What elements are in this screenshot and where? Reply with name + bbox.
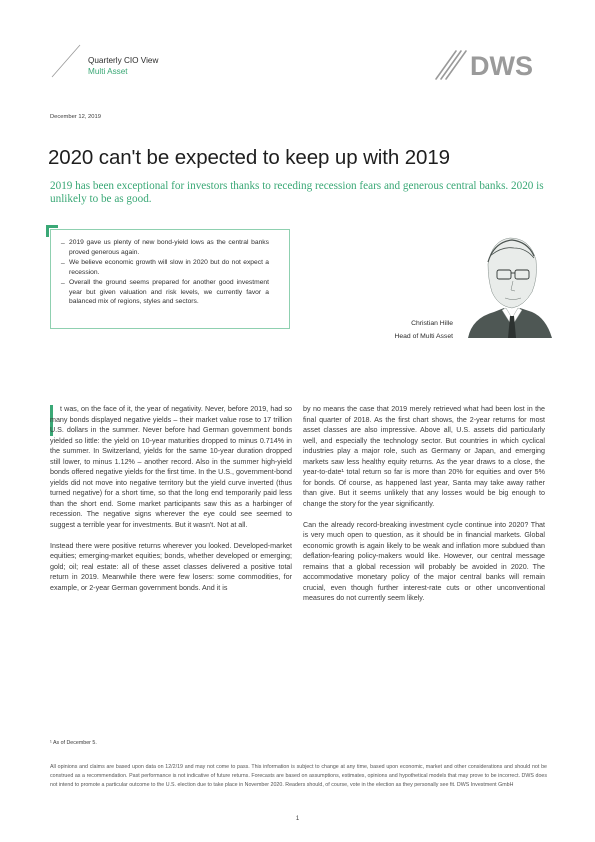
author-role: Head of Multi Asset (394, 333, 453, 340)
page-number: 1 (295, 816, 300, 822)
author-name: Christian Hille (411, 320, 453, 327)
page-title: 2020 can't be expected to keep up with 2019 (48, 146, 450, 169)
series-title: Quarterly CIO View (88, 56, 159, 65)
body-paragraph: Can the already record-breaking investment cycle continue into 2020? That is very much open to question, as it should be in financial markets. Global economic growth is again likely to be weak and inflation more subdued than deflation-fearing policy-makers would like. However, our central message remains that a global recession will probably be avoided in 2020. The accommodative monetary policy of the major central banks will remain crucial, even though further interest-rate cuts or other unconventional measures do not currently seem likely. (303, 520, 545, 602)
logo-text: DWS (470, 51, 533, 81)
footnote: ¹ As of December 5. (50, 740, 97, 746)
key-points-list (61, 238, 269, 307)
author-portrait (458, 226, 552, 338)
lead-paragraph: 2019 has been exceptional for investors thanks to receding recession fears and generous central banks. 2020 is unlikely to be as good. (50, 180, 544, 206)
body-paragraph: by no means the case that 2019 merely retrieved what had been lost in the final quarter of 2018. As the first chart shows, the 2-year returns for most asset classes are also impressive. Above all, U.S. assets did particularly well, and especially the technology sector. But countries in which cyclical industries play a major role, such as Germany or Japan, and emerging markets saw less healthy equity returns. As the year draws to a close, the year-to-date¹ total return so far is more than 20% for equities and over 5% for bonds. Of course, as happened last year, Santa may take away rather than give. But it seems unlikely that any losses would be big enough to change the story for the year significantly. (303, 405, 545, 508)
body-column-right (303, 404, 545, 614)
body-paragraph: t was, on the face of it, the year of negativity. Never, before 2019, had so many bonds displayed negative yields – their market value rose to 17 trillion U.S. dollars in the summer. Never before had German government bonds yielded so little: the yield on 10-year maturities dropped to minus 0.714% in the summer. In Switzerland, yields for the same 10-year duration dropped still lower, to minus 1.12% – another record. Also in the summer high-yield bonds offered negative yields for the first time. In the U.S., government-bond yields did not move into negative territory but the yield curve inverted (thus turned negative) for a short time, so that the long end temporarily paid less than the short end. Some market participants saw this as a harbinger of recession. The negative signs wherever the eye could see seemed to suggest a terrible year for investments. But it wasn't. Not at all. (50, 405, 292, 529)
key-point: _ We believe economic growth will slow in 2020 but do not expect a recession. (61, 258, 269, 278)
disclaimer: All opinions and claims are based upon data on 12/2/19 and may not come to pass. This information is subject to change at any time, based upon economic, market and other considerations and should not be construed as a recommendation. Past performance is not indicative of future returns. Forecasts are based on assumptions, estimates, opinions and hypothetical models that may prove to be incorrect. DWS does not intend to promote a particular outcome to the U.S. election due to take place in November 2020. Readers should, of course, vote in the election as they personally see fit. DWS Investment GmbH (50, 764, 547, 788)
body-paragraph: Instead there were positive returns wherever you looked. Developed-market equities; emerging-market equities; bonds, whether developed or emerging; gold; oil; real estate: all of these asset classes delivered a positive total return in 2019. Meanwhile there were few losers: some commodities, for example, or 2-year German government bonds. And it is (50, 541, 292, 592)
dws-logo (434, 46, 550, 82)
series-subtitle: Multi Asset (88, 67, 128, 76)
header-divider-slash (50, 44, 82, 78)
key-point: _ Overall the ground seems prepared for another good investment year but given valuation and risk levels, we currently favor a balanced mix of regions, styles and sectors. (61, 278, 269, 308)
key-point: _ 2019 gave us plenty of new bond-yield lows as the central banks proved generous again. (61, 238, 269, 258)
body-column-left (50, 404, 292, 604)
publication-date: December 12, 2019 (50, 114, 101, 120)
key-points-corner-accent (46, 225, 58, 237)
